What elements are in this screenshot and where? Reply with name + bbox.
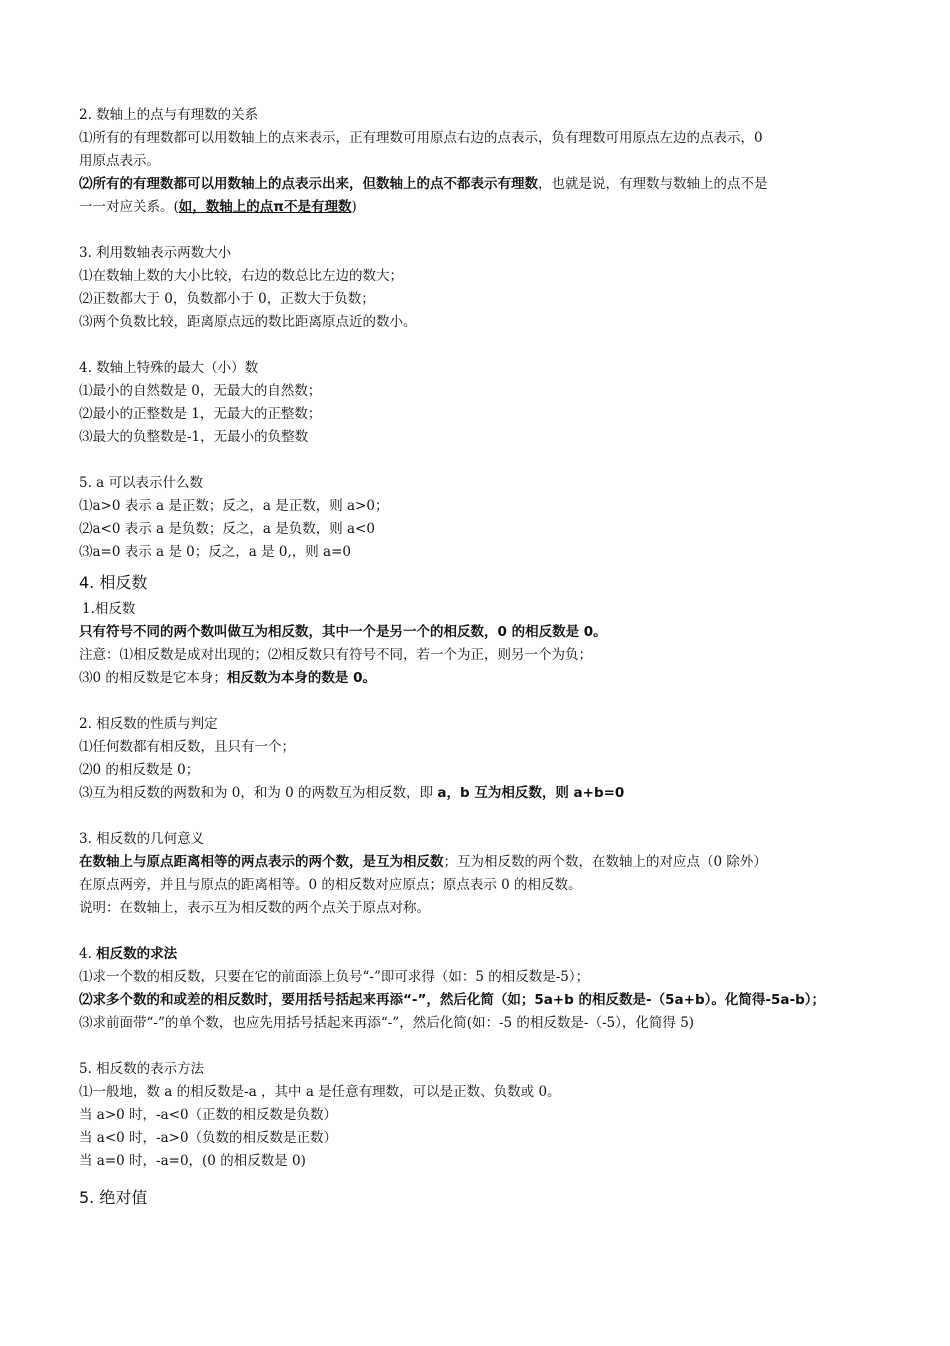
list-item: ⑶a=0 表示 a 是 0；反之，a 是 0,，则 a=0 <box>79 544 352 560</box>
list-item: ⑶两个负数比较，距离原点远的数比距离原点近的数小。 <box>79 314 417 330</box>
section-title: 3. 利用数轴表示两数大小 <box>79 245 232 261</box>
bold-text: 在数轴上与原点距离相等的两点表示的两个数，是互为相反数 <box>79 854 444 870</box>
section-title: 1.相反数 <box>82 601 136 617</box>
text: ) <box>351 199 357 215</box>
section-title: 2. 相反数的性质与判定 <box>79 716 218 732</box>
section-title: 3. 相反数的几何意义 <box>79 831 205 847</box>
list-item: 当 a>0 时，-a<0（正数的相反数是负数） <box>79 1107 338 1123</box>
bold-text: 相反数为本身的数是 0。 <box>226 670 376 686</box>
paragraph-line: 用原点表示。 <box>79 153 160 169</box>
spacer <box>79 219 879 242</box>
section-title: 2. 数轴上的点与有理数的关系 <box>79 107 259 123</box>
list-item: ⑴求一个数的相反数，只要在它的前面添上负号“-”即可求得（如：5 的相反数是-5）； <box>79 969 590 985</box>
spacer <box>79 805 879 828</box>
paragraph-line <box>79 173 879 196</box>
list-item: ⑴a>0 表示 a 是正数；反之，a 是正数，则 a>0； <box>79 498 389 514</box>
paragraph-line <box>79 196 879 219</box>
section-title: 5. a 可以表示什么数 <box>79 475 204 491</box>
list-item: ⑶求前面带“-”的单个数，也应先用括号括起来再添“-”，然后化简(如：-5 的相反数是-（-5），化简得 5) <box>79 1015 695 1031</box>
text: ；互为相反数的两个数，在数轴上的对应点（0 除外） <box>443 854 767 870</box>
spacer <box>79 1035 879 1058</box>
list-item: ⑵0 的相反数是 0； <box>79 762 200 778</box>
section-title: 5. 相反数的表示方法 <box>79 1061 205 1077</box>
underlined-example: 如，数轴上的点π不是有理数 <box>178 199 352 215</box>
list-item: ⑶最大的负整数是-1，无最小的负整数 <box>79 429 309 445</box>
spacer <box>79 920 879 943</box>
list-item: ⑴最小的自然数是 0，无最大的自然数； <box>79 383 322 399</box>
text: ⑶0 的相反数是它本身； <box>79 670 227 686</box>
paragraph-line: ⑴所有的有理数都可以用数轴上的点来表示，正有理数可用原点右边的点表示，负有理数可用原点左边的点表示，0 <box>79 130 763 146</box>
note-line: 注意：⑴相反数是成对出现的；⑵相反数只有符号不同，若一个为正，则另一个为负； <box>79 647 592 663</box>
bold-text: ⑵所有的有理数都可以用数轴上的点表示出来，但数轴上的点不都表示有理数 <box>79 176 538 192</box>
section-title <box>79 943 879 966</box>
chapter-heading: 5. 绝对值 <box>79 1188 148 1207</box>
spacer <box>79 690 879 713</box>
paragraph-line: 说明：在数轴上，表示互为相反数的两个点关于原点对称。 <box>79 900 430 916</box>
bold-text: a，b 互为相反数，则 a+b=0 <box>437 785 625 801</box>
text: ⑶互为相反数的两数和为 0，和为 0 的两数互为相反数，即 <box>79 785 438 801</box>
paragraph-line <box>79 851 879 874</box>
list-item: ⑵求多个数的和或差的相反数时，要用括号括起来再添“-”，然后化简（如；5a+b 的相反数是-（5a+b）。化简得-5a-b）； <box>79 992 825 1008</box>
document-page <box>79 104 879 1213</box>
text: ，也就是说，有理数与数轴上的点不是 <box>538 176 768 192</box>
text: 一一对应关系。( <box>79 199 179 215</box>
list-item: ⑵a<0 表示 a 是负数；反之，a 是负数，则 a<0 <box>79 521 375 537</box>
list-item: ⑴在数轴上数的大小比较，右边的数总比左边的数大； <box>79 268 403 284</box>
list-item: 当 a<0 时，-a>0（负数的相反数是正数） <box>79 1130 338 1146</box>
bold-text: 相反数的求法 <box>96 946 178 962</box>
definition-line: 只有符号不同的两个数叫做互为相反数，其中一个是另一个的相反数，0 的相反数是 0。 <box>79 624 607 640</box>
list-item: ⑵正数都大于 0，负数都小于 0，正数大于负数； <box>79 291 375 307</box>
paragraph-line: 在原点两旁，并且与原点的距离相等。0 的相反数对应原点；原点表示 0 的相反数。 <box>79 877 582 893</box>
list-item: 当 a=0 时，-a=0，(0 的相反数是 0) <box>79 1153 306 1169</box>
list-item: ⑴任何数都有相反数，且只有一个； <box>79 739 295 755</box>
list-item: ⑵最小的正整数是 1，无最大的正整数； <box>79 406 322 422</box>
list-item <box>79 782 879 805</box>
section-title: 4. 数轴上特殊的最大（小）数 <box>79 360 259 376</box>
text: 4. <box>79 946 97 962</box>
spacer <box>79 449 879 472</box>
note-line <box>79 667 879 690</box>
list-item: ⑴一般地，数 a 的相反数是-a ，其中 a 是任意有理数，可以是正数、负数或 0。 <box>79 1084 561 1100</box>
spacer <box>79 334 879 357</box>
chapter-heading: 4. 相反数 <box>79 573 148 592</box>
